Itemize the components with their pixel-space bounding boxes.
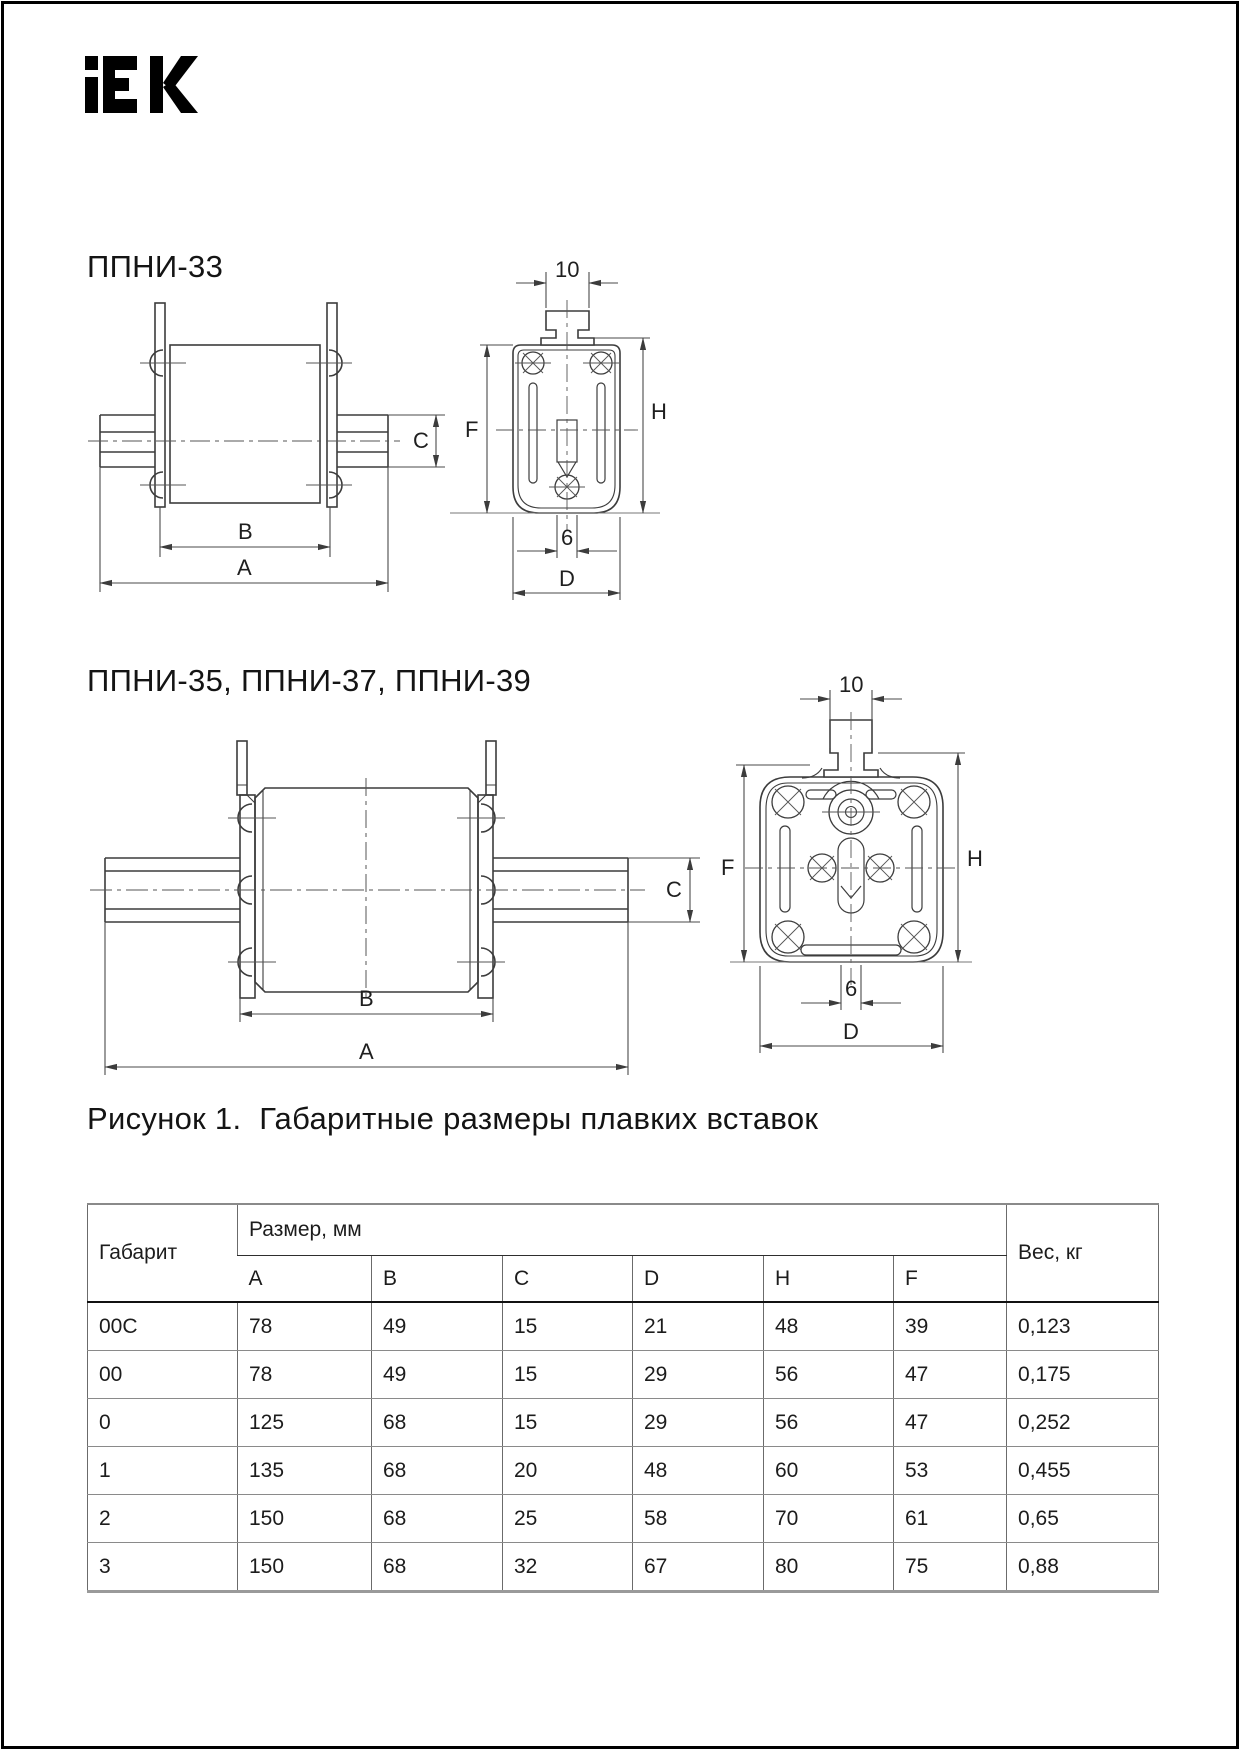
- fig1-dim-label-c: C: [413, 428, 429, 453]
- cell-weight: 0,455: [1007, 1447, 1159, 1495]
- cell-a: 78: [238, 1302, 372, 1351]
- header-weight: Вес, кг: [1007, 1204, 1159, 1302]
- cell-b: 68: [372, 1447, 503, 1495]
- figure1-title: ППНИ-33: [87, 249, 224, 284]
- cell-b: 68: [372, 1495, 503, 1543]
- fig1-dim-label-a: A: [237, 555, 252, 580]
- fig2-dim-label-f: F: [721, 855, 735, 880]
- header-size: Габарит: [88, 1204, 238, 1302]
- cell-d: 29: [633, 1351, 764, 1399]
- fig1-dim-label-slot: 6: [561, 525, 574, 550]
- logo-k-lower-arm: [163, 81, 198, 113]
- header-dim-f: F: [894, 1256, 1007, 1303]
- cell-c: 20: [503, 1447, 633, 1495]
- cell-c: 15: [503, 1399, 633, 1447]
- dimensions-table: [87, 1203, 1159, 1593]
- cell-a: 150: [238, 1495, 372, 1543]
- logo-k-stem: [150, 56, 163, 113]
- fig1-front-view: [513, 311, 620, 513]
- figure2-title: ППНИ-35, ППНИ-37, ППНИ-39: [87, 663, 532, 698]
- fig1-side-dimensions: [100, 415, 445, 592]
- cell-a: 150: [238, 1543, 372, 1592]
- header-dim-d: D: [633, 1256, 764, 1303]
- cell-weight: 0,252: [1007, 1399, 1159, 1447]
- logo-i-stem: [85, 77, 98, 113]
- fig1-dim-label-tang: 10: [555, 257, 580, 282]
- table-body: [88, 1302, 1159, 1592]
- cell-a: 135: [238, 1447, 372, 1495]
- fig2-side-view: [105, 741, 628, 998]
- fig2-front-dimensions: [730, 690, 972, 1053]
- header-dim-b: B: [372, 1256, 503, 1303]
- cell-f: 75: [894, 1543, 1007, 1592]
- logo-e-bottom: [103, 99, 137, 113]
- cell-c: 25: [503, 1495, 633, 1543]
- cell-size: 3: [99, 1554, 111, 1578]
- fig2-side-dimensions: [105, 858, 700, 1075]
- cell-f: 61: [894, 1495, 1007, 1543]
- fig1-dim-label-d: D: [559, 566, 575, 591]
- cell-d: 67: [633, 1543, 764, 1592]
- cell-size: 2: [88, 1495, 238, 1543]
- cell-h: 56: [764, 1399, 894, 1447]
- cell-c: 15: [503, 1302, 633, 1351]
- table-row: [88, 1302, 1159, 1351]
- fig1-dim-label-b: B: [238, 519, 253, 544]
- cell-weight: 0,88: [1007, 1543, 1159, 1592]
- logo-e-mid: [103, 78, 129, 91]
- table-row: [88, 1399, 1159, 1447]
- header-dim-c: C: [503, 1256, 633, 1303]
- cell-d: 48: [633, 1447, 764, 1495]
- fig2-dim-label-d: D: [843, 1019, 859, 1044]
- cell-b: 68: [372, 1399, 503, 1447]
- cell-weight: 0,123: [1007, 1302, 1159, 1351]
- header-dim-h: H: [764, 1256, 894, 1303]
- fig2-dim-label-slot: 6: [845, 976, 858, 1001]
- fig2-dim-label-tang: 10: [839, 672, 864, 697]
- fig2-front-view: [760, 720, 943, 962]
- fig1-front-dimensions: [450, 272, 660, 600]
- cell-b: 68: [372, 1543, 503, 1592]
- fig1-dim-label-f: F: [465, 417, 479, 442]
- cell-h: 48: [764, 1302, 894, 1351]
- cell-a: 78: [238, 1351, 372, 1399]
- cell-weight: 0,65: [1007, 1495, 1159, 1543]
- fig1-front-centerlines: [496, 300, 638, 530]
- table-row: [88, 1495, 1159, 1543]
- fig2-side-centerlines: [90, 778, 645, 1000]
- cell-d: 29: [633, 1399, 764, 1447]
- cell-f: 53: [894, 1447, 1007, 1495]
- cell-h: 70: [764, 1495, 894, 1543]
- fig2-dim-label-c: C: [666, 877, 682, 902]
- cell-c: 15: [503, 1351, 633, 1399]
- cell-size: 1: [88, 1447, 238, 1495]
- cell-h: 60: [764, 1447, 894, 1495]
- figure-caption: Рисунок 1. Габаритные размеры плавких вставок: [87, 1101, 819, 1136]
- cell-h: 56: [764, 1351, 894, 1399]
- cell-size: 00C: [88, 1302, 238, 1351]
- cell-f: 47: [894, 1399, 1007, 1447]
- cell-d: 58: [633, 1495, 764, 1543]
- cell-size: 0: [88, 1399, 238, 1447]
- cell-size: 00: [88, 1351, 238, 1399]
- fig2-dim-label-b: B: [359, 986, 374, 1011]
- cell-h: 80: [764, 1543, 894, 1592]
- cell-f: 47: [894, 1351, 1007, 1399]
- fig1-side-view: [100, 303, 388, 507]
- cell-a: 125: [238, 1399, 372, 1447]
- table-row: [88, 1351, 1159, 1399]
- table-row: [88, 1447, 1159, 1495]
- logo-i-dot: [85, 56, 98, 70]
- cell-f: 39: [894, 1302, 1007, 1351]
- table-row: [88, 1543, 1159, 1592]
- cell-b: 49: [372, 1351, 503, 1399]
- fig2-dim-label-h: H: [967, 846, 983, 871]
- logo-e-top: [103, 56, 137, 70]
- fig1-dim-label-h: H: [651, 399, 667, 424]
- cell-b: 49: [372, 1302, 503, 1351]
- fig2-dim-label-a: A: [359, 1039, 374, 1064]
- fig1-side-centerlines: [88, 363, 400, 485]
- cell-weight: 0,175: [1007, 1351, 1159, 1399]
- cell-c: 32: [503, 1543, 633, 1592]
- fig2-front-centerlines: [745, 712, 958, 985]
- iek-logo: [85, 56, 199, 116]
- cell-d: 21: [633, 1302, 764, 1351]
- header-dim-a: A: [238, 1256, 372, 1303]
- header-dims-group: Размер, мм: [238, 1204, 1007, 1256]
